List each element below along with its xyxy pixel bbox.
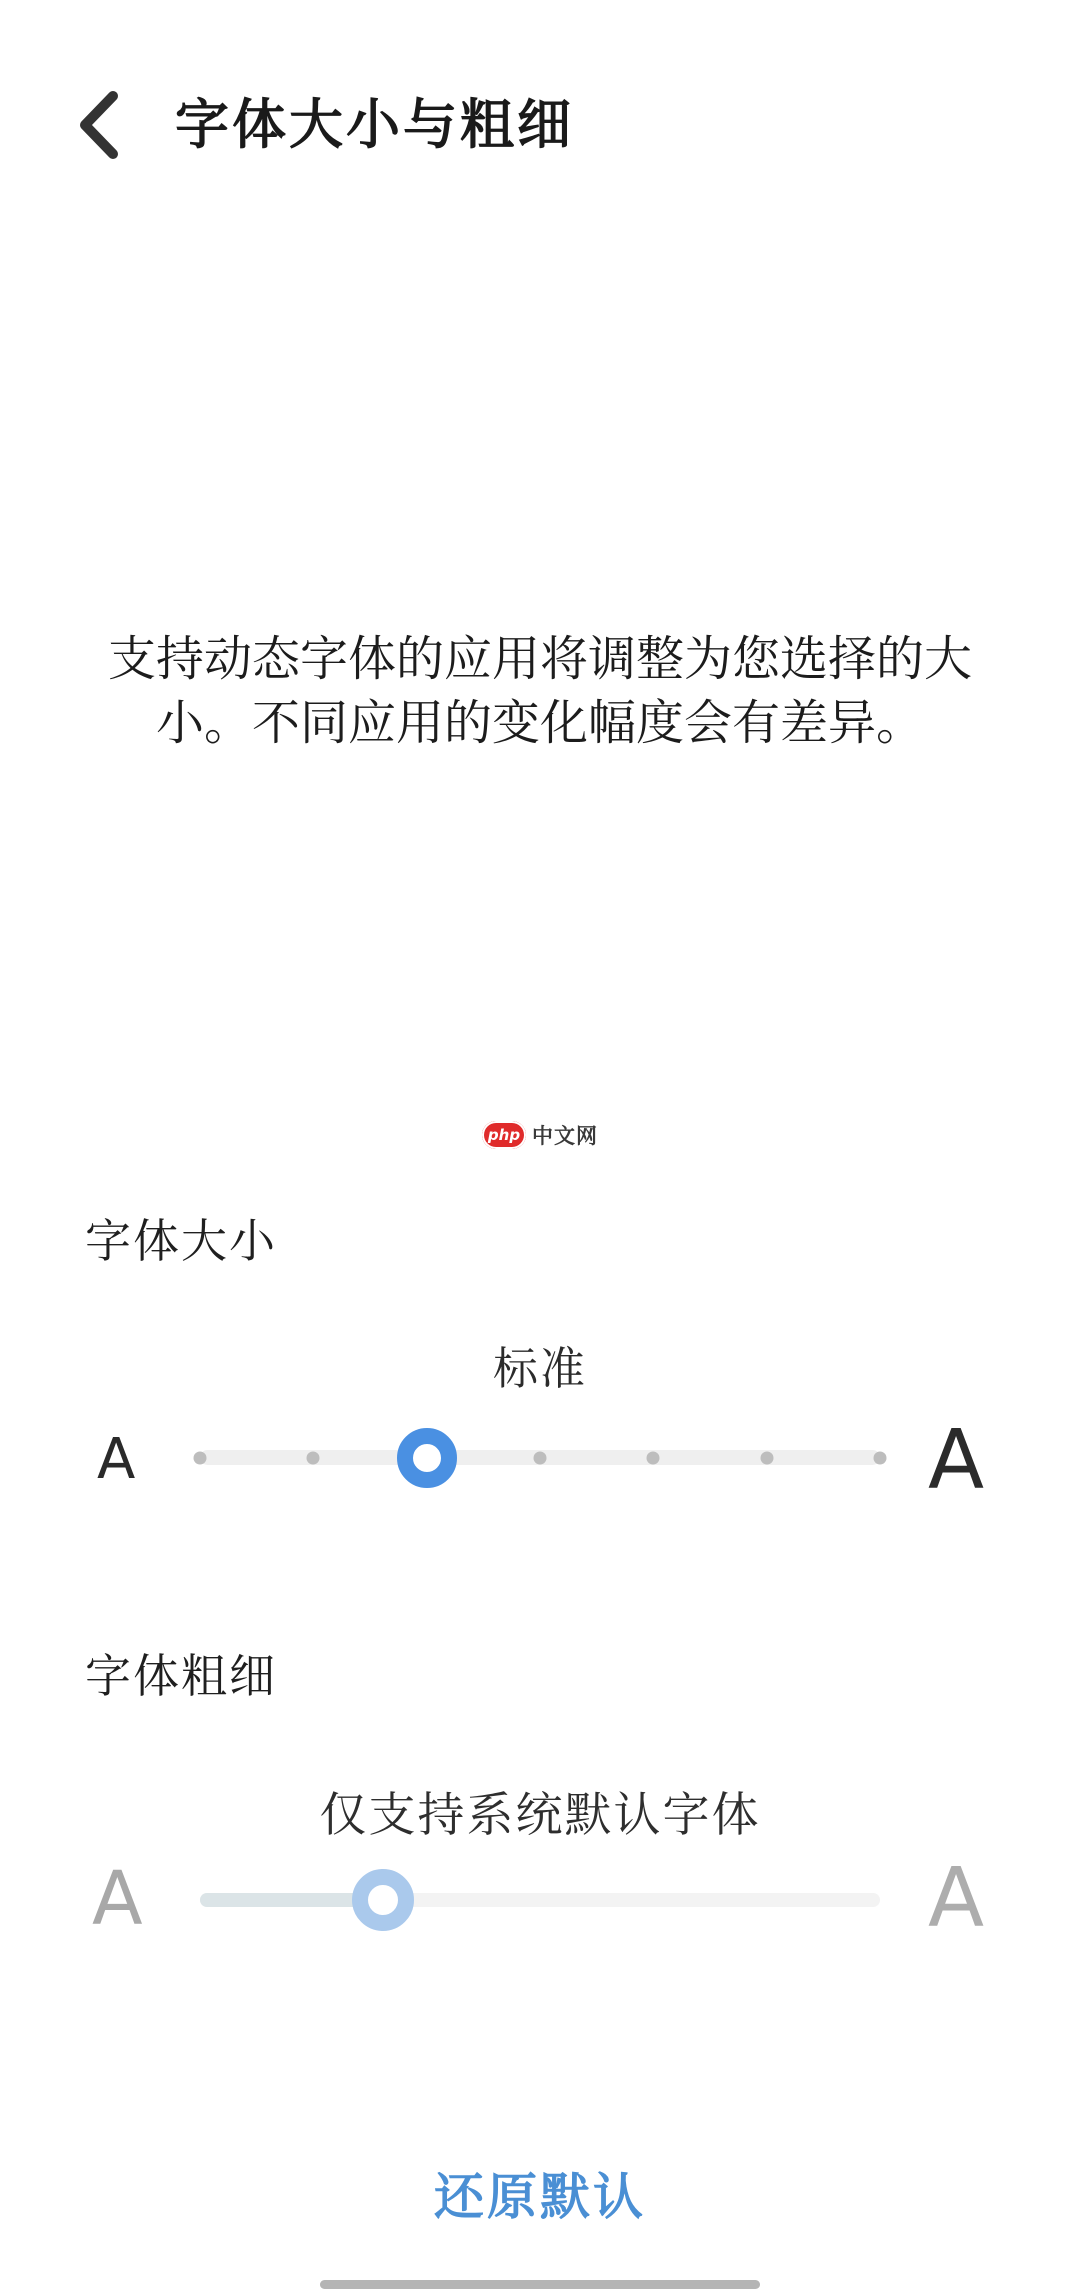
slider-tick — [874, 1451, 887, 1464]
slider-tick — [534, 1451, 547, 1464]
back-button[interactable] — [66, 86, 130, 164]
font-weight-max-letter: A — [928, 1851, 985, 1946]
font-weight-section-label: 字体粗细 — [85, 1651, 277, 1702]
dynamic-font-description: 支持动态字体的应用将调整为您选择的大小。不同应用的变化幅度会有差异。 — [107, 633, 972, 750]
watermark-site-name: 中文网 — [532, 1124, 598, 1148]
font-size-max-letter: A — [928, 1413, 985, 1508]
chevron-left-icon — [75, 90, 121, 160]
php-cn-watermark — [482, 1120, 598, 1150]
font-size-current-value: 标准 — [492, 1344, 588, 1394]
slider-tick — [194, 1451, 207, 1464]
slider-tick — [307, 1451, 320, 1464]
font-weight-note: 仅支持系统默认字体 — [319, 1790, 761, 1842]
font-size-min-letter: A — [97, 1427, 136, 1492]
font-size-slider-thumb[interactable] — [397, 1428, 457, 1488]
slider-tick — [647, 1451, 660, 1464]
font-size-section-label: 字体大小 — [85, 1216, 277, 1267]
slider-tick — [760, 1451, 773, 1464]
font-weight-slider-track — [200, 1893, 880, 1907]
php-logo-badge: php — [482, 1121, 526, 1149]
home-indicator-bar[interactable] — [320, 2280, 760, 2289]
page-title: 字体大小与粗细 — [175, 95, 574, 155]
font-size-slider-track[interactable] — [200, 1450, 880, 1465]
font-weight-min-letter: A — [92, 1856, 143, 1942]
reset-default-button[interactable]: 还原默认 — [428, 2156, 652, 2230]
font-weight-slider-thumb — [352, 1869, 414, 1931]
